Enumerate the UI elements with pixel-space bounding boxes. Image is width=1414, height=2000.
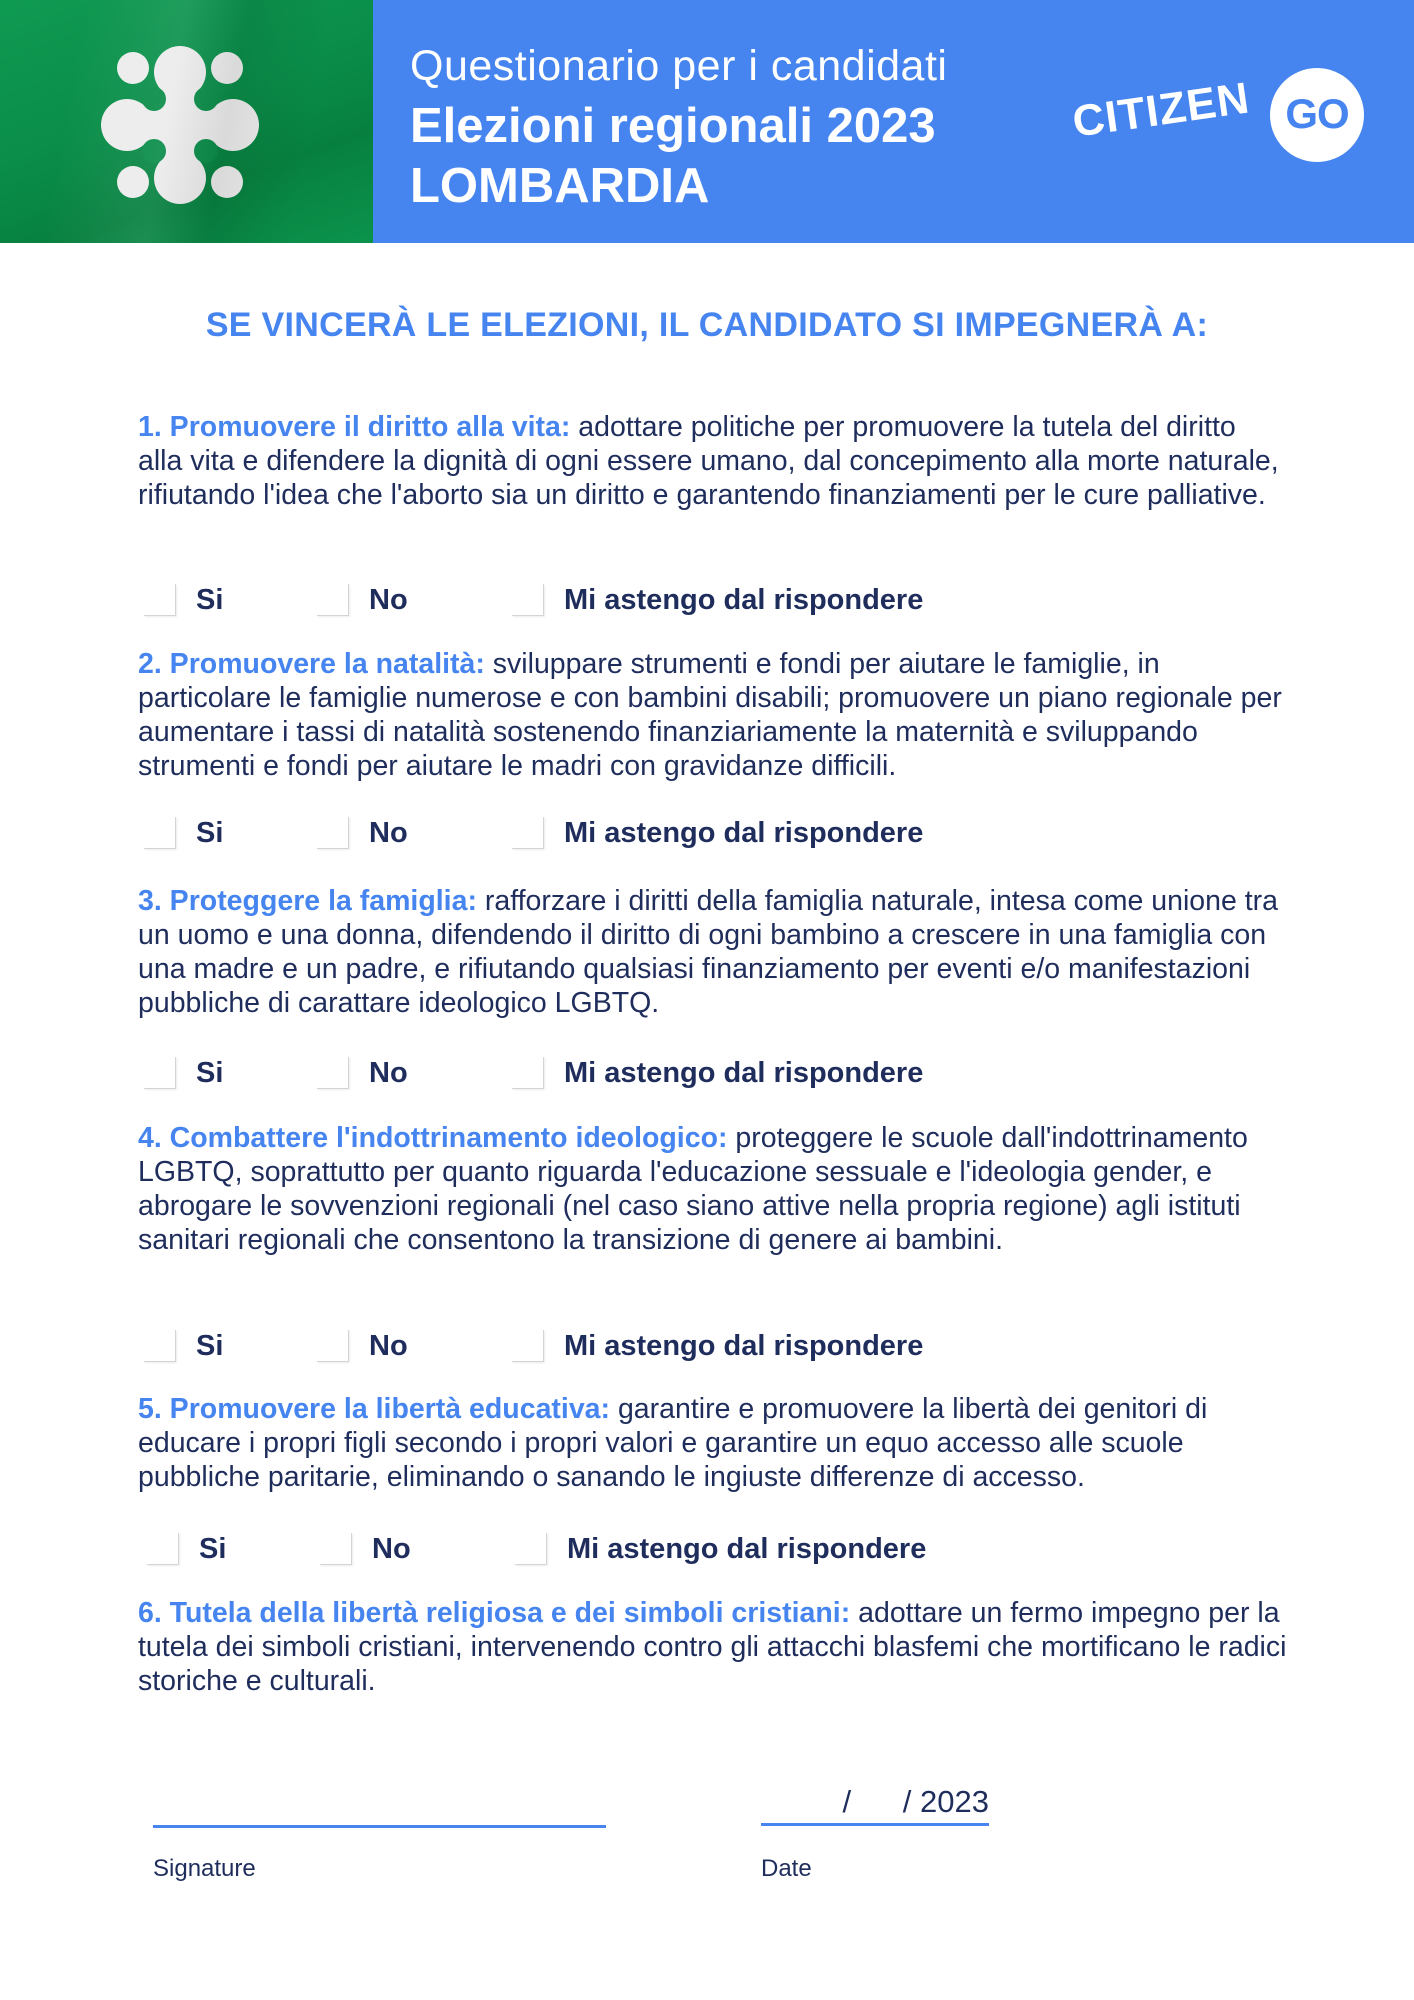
question-lead: 6. Tutela della libertà religiosa e dei simboli cristiani: [138, 1597, 851, 1629]
checkbox[interactable] [512, 584, 544, 616]
answer-options-4 [144, 1326, 1044, 1366]
question-lead: 5. Promuovere la libertà educativa: [138, 1393, 611, 1425]
option-yes[interactable] [147, 1529, 226, 1569]
header-banner [0, 0, 1414, 243]
option-yes[interactable] [144, 1326, 223, 1366]
logo-wordmark: CITIZEN [1069, 73, 1253, 147]
header-title-line2: LOMBARDIA [410, 159, 710, 213]
question-6 [138, 1596, 1288, 1698]
option-abstain-label: Mi astengo dal rispondere [564, 1056, 924, 1089]
question-2 [138, 647, 1288, 783]
answer-options-5 [144, 1529, 1044, 1569]
question-body: adottare un fermo impegno per la tutela dei simboli cristiani, intervenendo contro gli attacchi blasfemi che mortificano le radici storiche e culturali. [138, 1597, 1287, 1697]
question-lead: 2. Promuovere la natalità: [138, 648, 485, 680]
question-3 [138, 884, 1288, 1020]
question-body: rafforzare i diritti della famiglia naturale, intesa come unione tra un uomo e una donna, difendendo il diritto di ogni bambino a crescere in una famiglia con una madre e un padre, e rifiutando qualsiasi finanziamento per eventi e/o manifestazioni pubbliche di carattare ideologico LGBTQ. [138, 885, 1279, 1019]
lombardy-rose-icon [95, 40, 265, 210]
checkbox[interactable] [515, 1533, 547, 1565]
question-lead: 3. Proteggere la famiglia: [138, 885, 477, 917]
checkbox[interactable] [317, 1057, 349, 1089]
question-body: sviluppare strumenti e fondi per aiutare le famiglie, in particolare le famiglie numerose e con bambini disabili; promuovere un piano regionale per aumentare i tassi di natalità sostenendo finanziariamente la maternità e sviluppando strumenti e fondi per aiutare le madri con gravidanze difficili. [138, 648, 1282, 782]
checkbox[interactable] [512, 817, 544, 849]
option-yes[interactable] [144, 1053, 223, 1093]
signature-line[interactable] [153, 1825, 606, 1828]
option-abstain[interactable] [512, 1326, 923, 1366]
option-yes[interactable] [144, 813, 223, 853]
option-yes[interactable] [144, 580, 223, 620]
option-abstain-label: Mi astengo dal rispondere [564, 816, 924, 849]
option-no[interactable] [317, 813, 408, 853]
checkbox[interactable] [320, 1533, 352, 1565]
question-1 [138, 410, 1288, 512]
logo-circle: GO [1270, 68, 1364, 162]
option-abstain-label: Mi astengo dal rispondere [564, 583, 924, 616]
option-no-label: No [369, 816, 408, 849]
checkbox[interactable] [317, 1330, 349, 1362]
question-body: adottare politiche per promuovere la tutela del diritto alla vita e difendere la dignità di ogni essere umano, dal concepimento alla morte naturale, rifiutando l'idea che l'aborto sia un diritto e garantendo finanziamenti per le cure palliative. [138, 411, 1279, 511]
lombardy-flag [0, 0, 373, 243]
option-abstain[interactable] [512, 813, 923, 853]
checkbox[interactable] [144, 1057, 176, 1089]
header-subtitle: Questionario per i candidati [410, 42, 948, 90]
question-lead: 1. Promuovere il diritto alla vita: [138, 411, 571, 443]
option-yes-label: Si [196, 1329, 224, 1362]
option-abstain-label: Mi astengo dal rispondere [564, 1329, 924, 1362]
option-no-label: No [369, 1329, 408, 1362]
option-yes-label: Si [196, 816, 224, 849]
option-abstain-label: Mi astengo dal rispondere [567, 1532, 927, 1565]
option-no-label: No [369, 583, 408, 616]
checkbox[interactable] [144, 817, 176, 849]
checkbox[interactable] [317, 817, 349, 849]
answer-options-1 [144, 580, 1044, 620]
signature-label: Signature [153, 1855, 256, 1882]
answer-options-3 [144, 1053, 1044, 1093]
checkbox[interactable] [144, 584, 176, 616]
question-lead: 4. Combattere l'indottrinamento ideologico: [138, 1122, 728, 1154]
option-abstain[interactable] [512, 580, 923, 620]
option-no-label: No [369, 1056, 408, 1089]
question-5 [138, 1392, 1288, 1494]
checkbox[interactable] [512, 1330, 544, 1362]
option-abstain[interactable] [515, 1529, 926, 1569]
citizengo-logo [1070, 68, 1370, 168]
date-field[interactable]: / / 2023 [842, 1784, 989, 1819]
option-yes-label: Si [199, 1532, 227, 1565]
option-abstain[interactable] [512, 1053, 923, 1093]
header-title-block [410, 40, 1030, 216]
option-yes-label: Si [196, 583, 224, 616]
option-yes-label: Si [196, 1056, 224, 1089]
commitment-heading: SE VINCERÀ LE ELEZIONI, IL CANDIDATO SI IMPEGNERÀ A: [205, 306, 1209, 344]
date-line [761, 1823, 989, 1826]
header-title-line1: Elezioni regionali 2023 [410, 99, 936, 153]
question-body: garantire e promuovere la libertà dei genitori di educare i propri figli secondo i propri valori e garantire un equo accesso alle scuole pubbliche paritarie, eliminando o sanando le ingiuste differenze di accesso. [138, 1393, 1208, 1493]
option-no[interactable] [317, 1053, 408, 1093]
question-body: proteggere le scuole dall'indottrinamento LGBTQ, soprattutto per quanto riguarda l'educazione sessuale e l'ideologia gender, e abrogare le sovvenzioni regionali (nel caso siano attive nella propria regione) agli istituti sanitari regionali che consentono la transizione di genere ai bambini. [138, 1122, 1248, 1256]
option-no[interactable] [317, 580, 408, 620]
option-no[interactable] [317, 1326, 408, 1366]
date-label: Date [761, 1855, 812, 1882]
checkbox[interactable] [147, 1533, 179, 1565]
checkbox[interactable] [144, 1330, 176, 1362]
option-no-label: No [372, 1532, 411, 1565]
option-no[interactable] [320, 1529, 411, 1569]
question-4 [138, 1121, 1288, 1257]
checkbox[interactable] [317, 584, 349, 616]
checkbox[interactable] [512, 1057, 544, 1089]
answer-options-2 [144, 813, 1044, 853]
